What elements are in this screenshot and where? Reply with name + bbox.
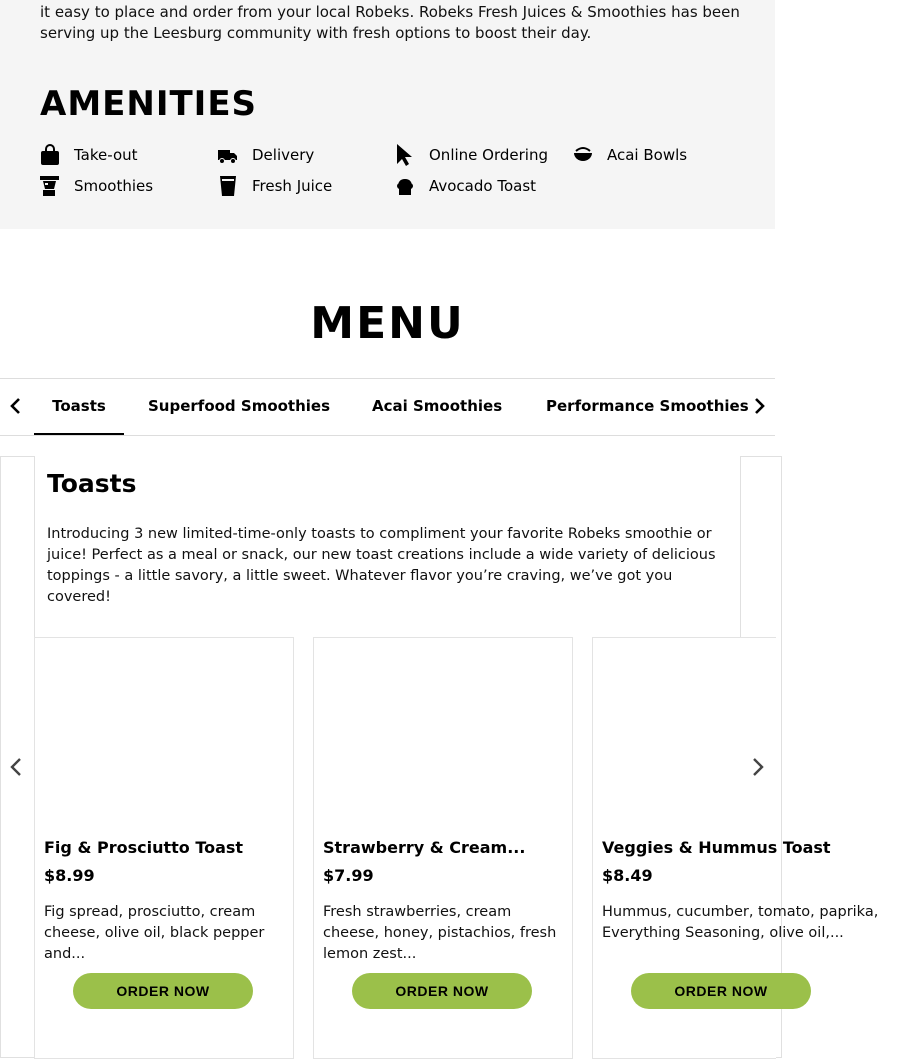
amenity-fresh-juice — [218, 175, 332, 197]
amenity-label: Online Ordering — [429, 146, 548, 164]
info-section — [0, 0, 775, 229]
menu-heading: MENU — [310, 298, 465, 349]
amenity-acai-bowls — [573, 144, 687, 166]
order-now-button[interactable]: ORDER NOW — [631, 973, 811, 1009]
amenity-smoothies — [40, 175, 153, 197]
amenity-label: Smoothies — [74, 177, 154, 195]
toast-icon — [395, 175, 415, 197]
carousel-prev-chevron-icon[interactable] — [6, 755, 26, 779]
tab-performance-smoothies[interactable]: Performance Smoothies — [546, 397, 749, 415]
order-now-button[interactable]: ORDER NOW — [73, 973, 253, 1009]
amenity-label: Take-out — [74, 146, 138, 164]
amenities-heading: AMENITIES — [40, 84, 258, 124]
tabs-next-chevron-icon[interactable] — [749, 396, 769, 416]
menu-item-name[interactable]: Strawberry & Cream... — [323, 838, 526, 857]
section-description: Introducing 3 new limited-time-only toasts to compliment your favorite Robeks smoothie or juice! Perfect as a meal or snack, our new toast creations include a wide variety of delicious toppings - a little savory, a little sweet. Whatever flavor you’re craving, we’ve got you covered! — [47, 526, 716, 605]
amenity-label: Delivery — [252, 146, 315, 164]
tab-toasts[interactable]: Toasts — [34, 379, 124, 435]
menu-item-price: $7.99 — [323, 866, 374, 885]
amenity-label: Acai Bowls — [607, 146, 688, 164]
menu-item-description: Hummus, cucumber, tomato, paprika, Everything Seasoning, olive oil,... — [602, 904, 879, 941]
amenity-avocado-toast — [395, 175, 536, 197]
amenity-label: Fresh Juice — [252, 177, 333, 195]
order-now-button[interactable]: ORDER NOW — [352, 973, 532, 1009]
shopping-bag-icon — [40, 144, 60, 166]
menu-item-card[interactable] — [592, 637, 879, 1059]
amenity-online-ordering — [395, 144, 548, 166]
section-title: Toasts — [47, 469, 137, 498]
menu-item-name[interactable]: Fig & Prosciutto Toast — [44, 838, 244, 857]
cup-icon — [218, 175, 238, 197]
tab-superfood-smoothies[interactable]: Superfood Smoothies — [148, 397, 331, 415]
menu-item-description: Fig spread, prosciutto, cream cheese, olive oil, black pepper and... — [44, 904, 265, 962]
menu-item-price: $8.99 — [44, 866, 95, 885]
store-intro-text: it easy to place and order from your local Robeks. Robeks Fresh Juices & Smoothies has been serving up the Leesburg community with fresh options to boost their day. — [40, 3, 740, 42]
tab-acai-smoothies[interactable]: Acai Smoothies — [372, 397, 503, 415]
menu-item-description: Fresh strawberries, cream cheese, honey, pistachios, fresh lemon zest... — [323, 904, 557, 962]
cursor-icon — [395, 144, 415, 166]
blender-icon — [40, 175, 60, 197]
carousel-next-chevron-icon[interactable] — [748, 755, 768, 779]
bowl-icon — [573, 144, 593, 166]
tabs-prev-chevron-icon[interactable] — [6, 396, 26, 416]
menu-item-card[interactable] — [313, 637, 573, 1059]
truck-icon — [218, 144, 238, 166]
menu-category-tabs — [0, 378, 775, 436]
menu-item-name[interactable]: Veggies & Hummus Toast — [602, 838, 831, 857]
menu-item-price: $8.49 — [602, 866, 653, 885]
amenity-delivery — [218, 144, 314, 166]
menu-item-card[interactable] — [34, 637, 294, 1059]
amenity-take-out — [40, 144, 138, 166]
amenity-label: Avocado Toast — [429, 177, 537, 195]
